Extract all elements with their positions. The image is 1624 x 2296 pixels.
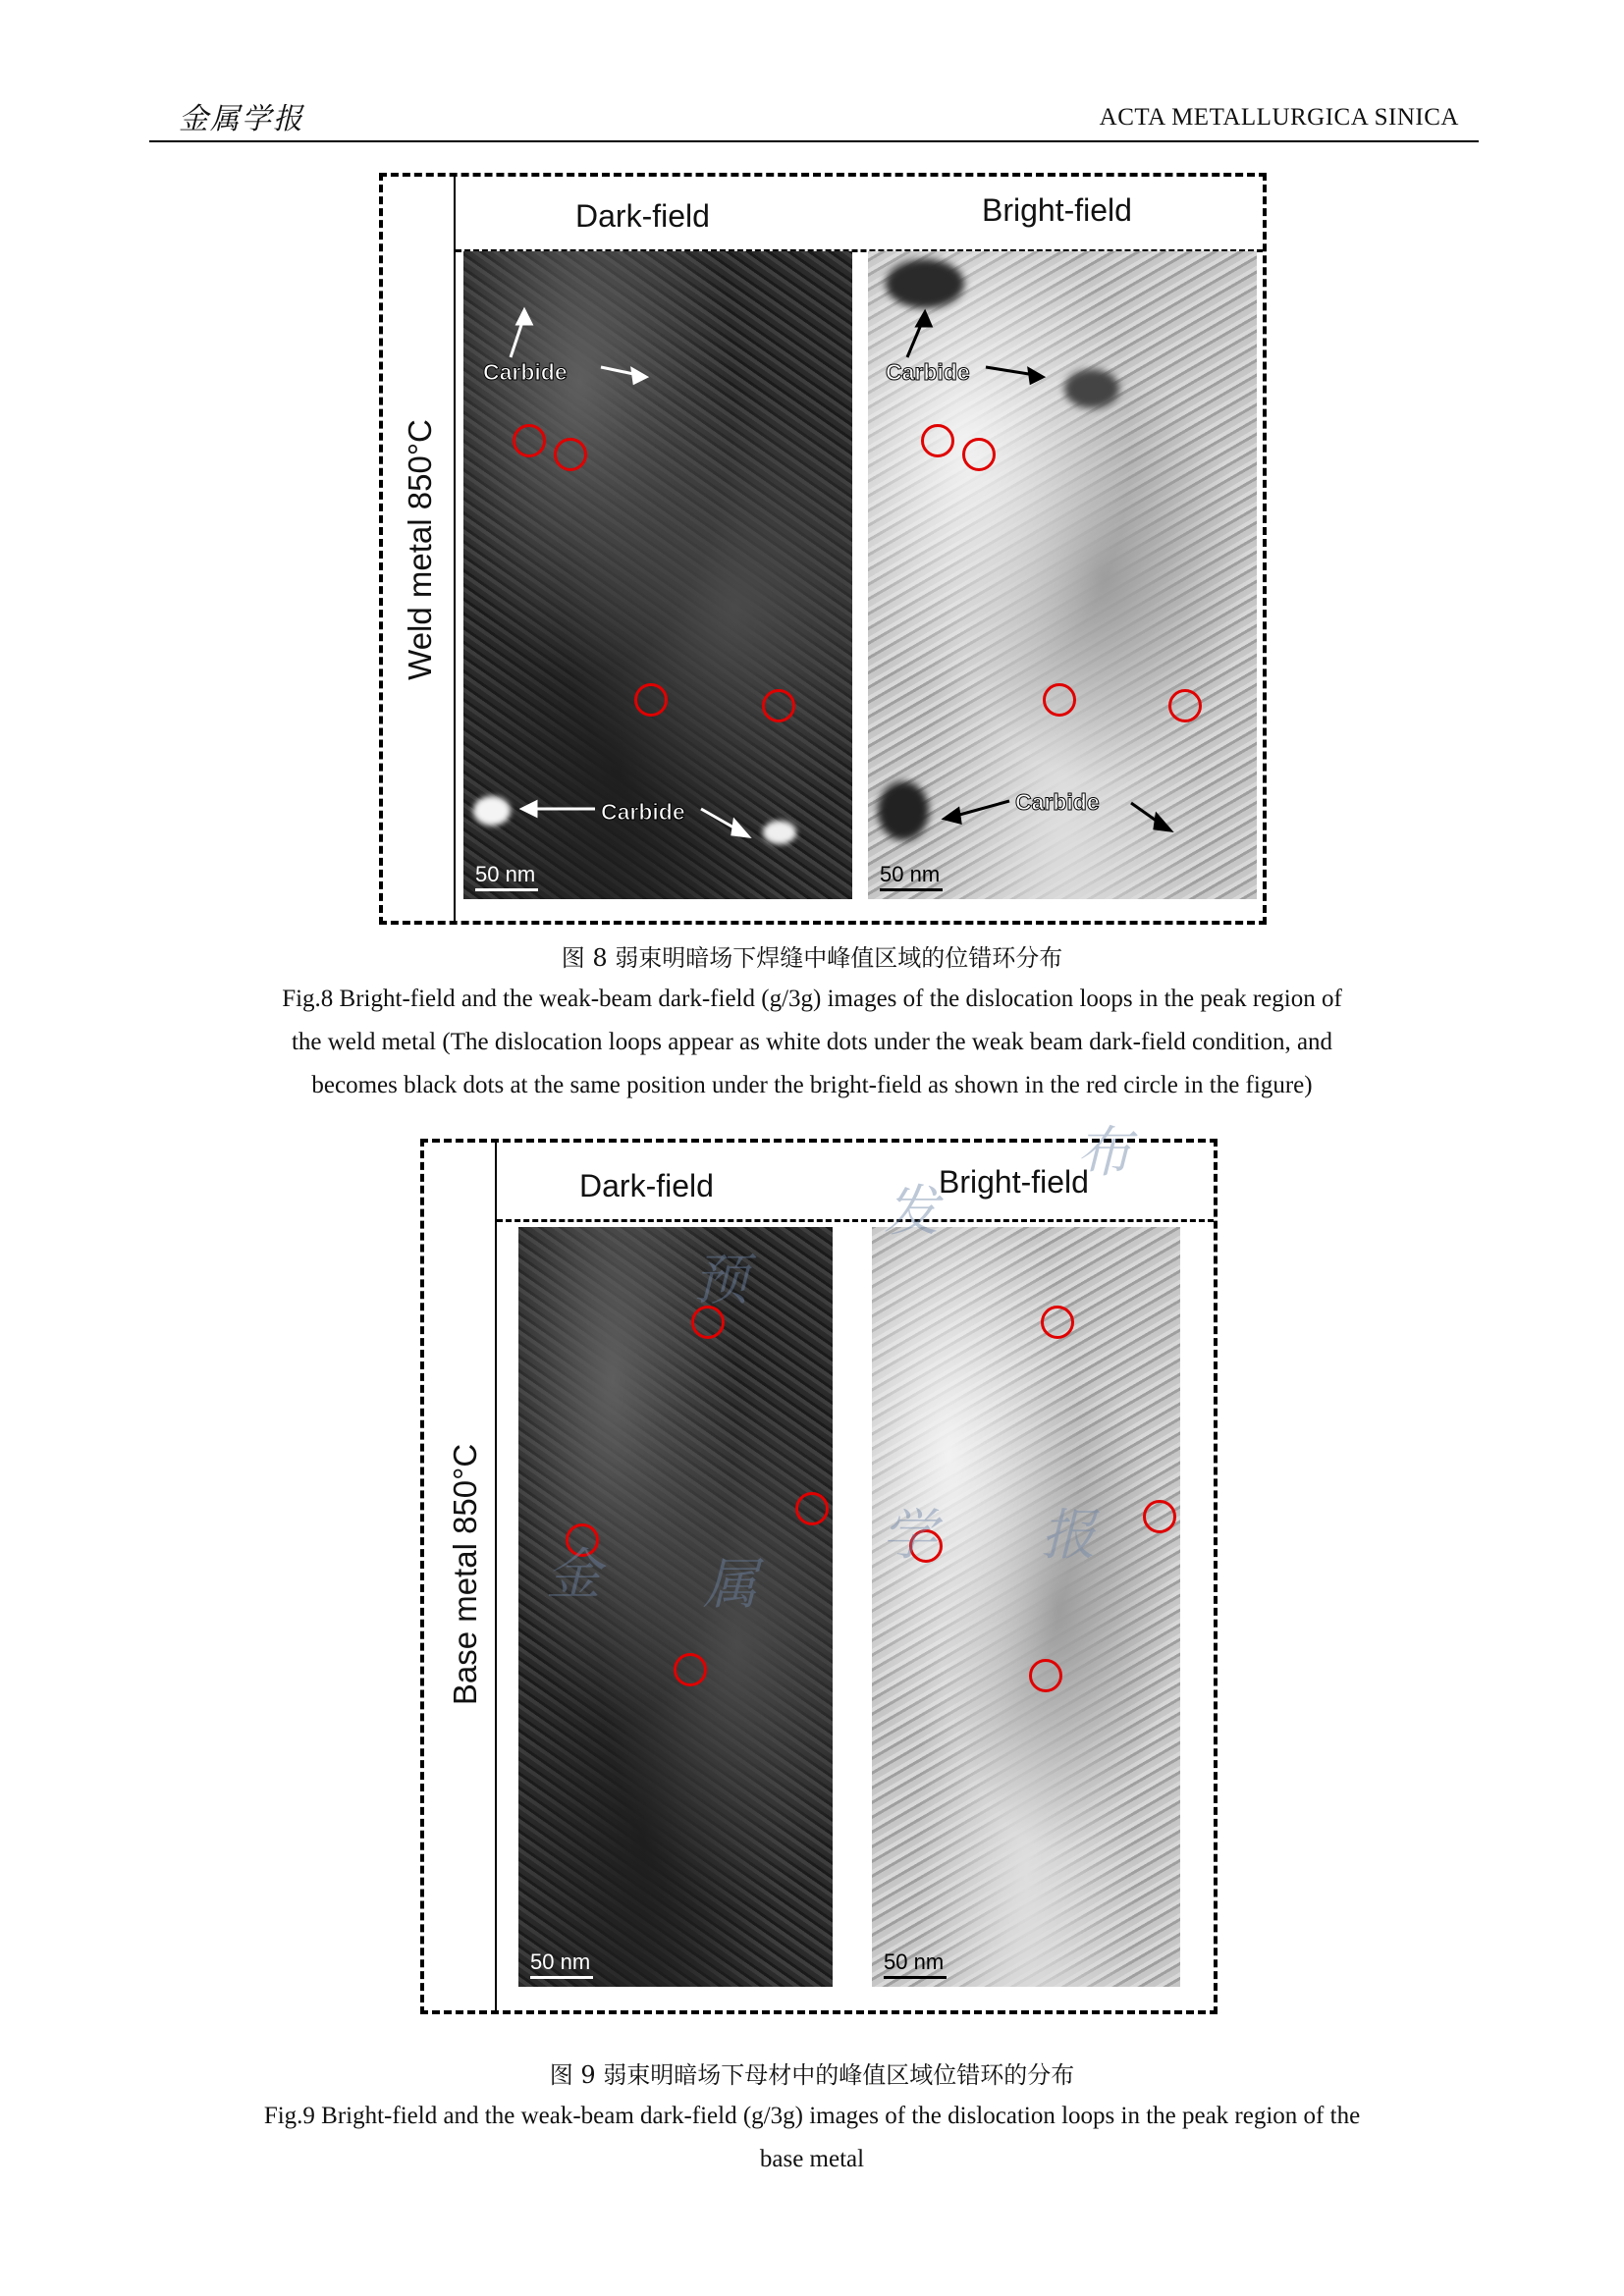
carbide-label: Carbide (601, 799, 685, 825)
carbide-bright-spot (763, 821, 796, 844)
caption-line: Fig.8 Bright-field and the weak-beam dark-field (g/3g) images of the dislocation loops in the peak region of (282, 986, 1342, 1012)
loop-marker (762, 689, 795, 722)
figure-9-caption-cn: 图 9 弱束明暗场下母材中的峰值区域位错环的分布 (549, 2061, 1075, 2089)
watermark-char: 学 (882, 1504, 937, 1568)
loop-marker (1029, 1659, 1062, 1692)
scale-bar-label: 50 nm (530, 1949, 591, 1974)
loop-marker (634, 683, 668, 717)
carbide-label: Carbide (1015, 789, 1100, 815)
loop-marker (1143, 1500, 1176, 1533)
journal-name-en: ACTA METALLURGICA SINICA (1099, 104, 1459, 131)
figure-9-header-line (497, 1219, 1214, 1222)
figure-8-frame (379, 173, 1267, 925)
loop-marker (674, 1653, 707, 1686)
carbide-bright-spot (473, 796, 511, 826)
scale-bar (530, 1949, 593, 1979)
carbide-dark-spot (878, 781, 929, 840)
watermark-char: 金 (546, 1543, 601, 1607)
figure-9-caption-en (157, 2095, 1467, 2181)
loop-marker (1043, 683, 1076, 717)
figure-9-bright-micrograph (872, 1227, 1180, 1987)
loop-marker (1041, 1306, 1074, 1339)
loop-marker (513, 424, 546, 457)
watermark-char: 属 (703, 1553, 758, 1617)
loop-marker (795, 1492, 829, 1525)
header-rule (149, 140, 1479, 142)
journal-name-cn: 金属学报 (179, 102, 304, 136)
scale-bar (880, 862, 943, 891)
scale-bar (884, 1949, 947, 1979)
carbide-dark-spot (886, 259, 964, 308)
caption-line: becomes black dots at the same position under the bright-field as shown in the red circle in the figure) (311, 1072, 1313, 1098)
watermark-char: 布 (1076, 1121, 1131, 1185)
figure-9-bright-title: Bright-field (939, 1164, 1089, 1200)
watermark-char: 预 (693, 1249, 748, 1312)
scale-bar-label: 50 nm (884, 1949, 945, 1974)
carbide-label: Carbide (886, 359, 970, 385)
loop-marker (962, 438, 996, 471)
carbide-dark-spot (1064, 369, 1119, 408)
figure-9-dark-title: Dark-field (579, 1168, 714, 1203)
figure-8-caption-cn: 图 8 弱束明暗场下焊缝中峰值区域的位错环分布 (561, 944, 1063, 972)
figure-8-side-label: Weld metal 850°C (402, 419, 438, 680)
scale-bar-label: 50 nm (880, 862, 941, 886)
caption-line: Fig.9 Bright-field and the weak-beam dark-field (g/3g) images of the dislocation loops in the peak region of the (263, 2103, 1361, 2129)
figure-9-divider (495, 1143, 497, 2010)
figure-8-caption-en (187, 978, 1437, 1107)
watermark-char: 发 (884, 1180, 939, 1244)
figure-9-side-label: Base metal 850°C (447, 1443, 483, 1706)
caption-line: base metal (759, 2146, 865, 2172)
loop-marker (1168, 689, 1202, 722)
figure-8-dark-micrograph (463, 251, 852, 899)
page-header (149, 90, 1479, 139)
watermark-char: 报 (1041, 1504, 1096, 1568)
loop-marker (554, 438, 587, 471)
figure-8-dark-title: Dark-field (575, 198, 710, 234)
figure-8-divider (454, 177, 456, 921)
figure-8-bright-title: Bright-field (982, 192, 1132, 228)
caption-line: the weld metal (The dislocation loops appear as white dots under the weak beam dark-field condition, and (291, 1029, 1333, 1055)
scale-bar-label: 50 nm (475, 862, 536, 886)
loop-marker (921, 424, 954, 457)
figure-8-bright-micrograph (868, 251, 1257, 899)
scale-bar (475, 862, 538, 891)
figure-9-frame (420, 1139, 1218, 2014)
carbide-label: Carbide (483, 359, 568, 385)
